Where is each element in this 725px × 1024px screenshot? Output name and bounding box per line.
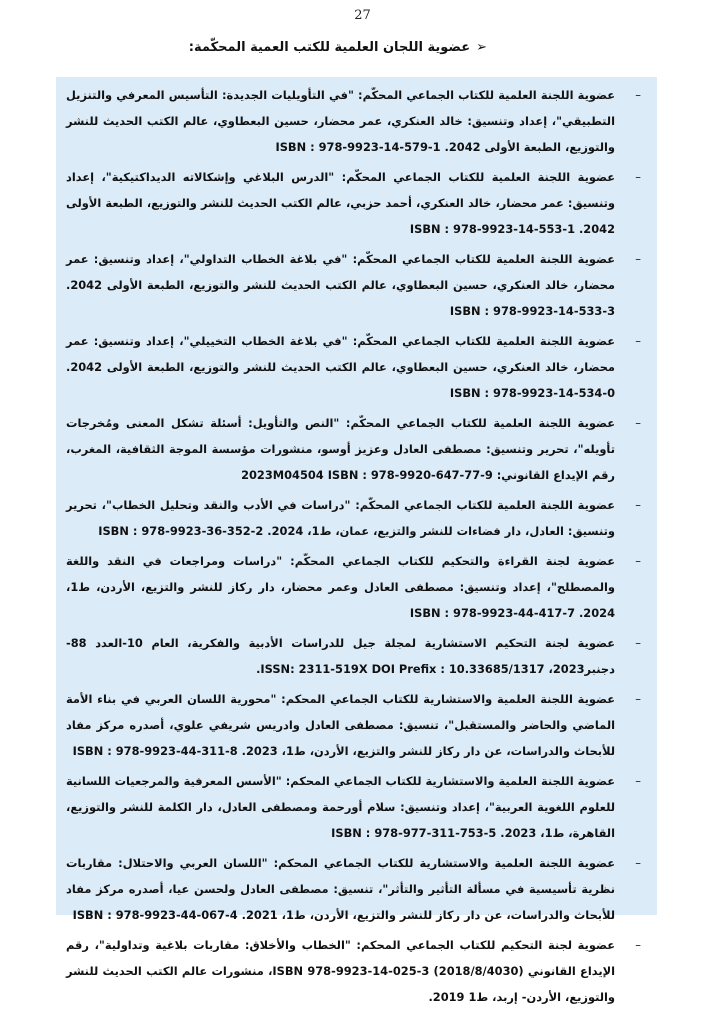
list-item [66,328,641,406]
section-heading [189,40,487,55]
section-heading-text: عضوية اللجان العلمية للكتب العمية المحكّمة: [188,40,471,55]
dash-bullet-icon: – [635,252,641,266]
page-number: 27 [354,8,371,23]
dash-bullet-icon: – [635,636,641,650]
list-item [66,850,641,928]
list-item-text: عضوية اللجنة العلمية للكتاب الجماعي المحكّم: "في بلاغة الخطاب التداولي"، إعداد وتنسيق: عمر محضار، خالد العنكري، حسين البعطاوي، عالم الكتب الحديث للنشر والتوزيع، الطبعة الأولى 2042. ISBN : 978-9923-14-533-3 [66,252,615,318]
list-item-text: عضوية اللجنة العلمية للكتاب الجماعي المحكّم: "النص والتأويل: أسئلة تشكل المعنى ومُخرجات تأويله"، تحرير وتنسيق: مصطفى العادل وعزيز أوسو، منشورات مؤسسة الموجة الثقافية، المغرب، رقم الإيداع القانوني: 2023M04504 ISBN : 978-9920-647-77-9 [66,416,615,482]
dash-bullet-icon: – [635,692,641,706]
list-item [66,246,641,324]
dash-bullet-icon: – [635,774,641,788]
entries-list [56,77,657,1004]
dash-bullet-icon: – [635,554,641,568]
dash-bullet-icon: – [635,416,641,430]
list-item-text: عضوية لجنة التحكيم الاستشارية لمجلة جيل للدراسات الأدبية والفكرية، العام 10-العدد 88- دجنبر2023، ISSN: 2311-519X DOI Prefix : 10.33685/1317. [66,636,615,676]
list-item-text: عضوية اللجنة العلمية للكتاب الجماعي المحكّم: "الدرس البلاغي وإشكالاته الديداكتيكية"، إعداد وتنسيق: عمر محضار، خالد العنكري، أحمد حزبي، عالم الكتب الحديث للنشر والتوزيع، الطبعة الأولى 2042. ISBN : 978-9923-14-553-1 [66,170,615,236]
dash-bullet-icon: – [635,856,641,870]
list-item-text: عضوية اللجنة العلمية للكتاب الجماعي المحكّم: "في التأويليات الجديدة: التأسيس المعرفي والتنزيل التطبيقي"، إعداد وتنسيق: خالد العنكري، عمر محضار، حسين البعطاوي، عالم الكتب الحديث للنشر والتوزيع، الطبعة الأولى 2042. ISBN : 978-9923-14-579-1 [66,88,615,154]
list-item [66,630,641,682]
list-item [66,492,641,544]
list-item-text: عضوية اللجنة العلمية للكتاب الجماعي المحكّم: "في بلاغة الخطاب التخييلي"، إعداد وتنسيق: عمر محضار، خالد العنكري، حسين البعطاوي، عالم الكتب الحديث للنشر والتوزيع، الطبعة الأولى 2042. ISBN : 978-9923-14-534-0 [66,334,615,400]
list-item-text: عضوية لجنة التحكيم للكتاب الجماعي المحكم: "الخطاب والأخلاق: مقاربات بلاغية وتداولية"، رقم الإيداع القانوني (2018/8/4030) ISBN 978-9923-14-025-3، منشورات عالم الكتب الحديث للنشر والتوزيع، الأردن- إربد، ط1 2019. [66,938,615,1004]
list-item [66,932,641,1010]
list-item [66,410,641,488]
list-item-text: عضوية اللجنة العلمية والاستشارية للكتاب الجماعي المحكم: "محورية اللسان العربي في بناء الأمة الماضي والحاضر والمستقبل"، تنسيق: مصطفى العادل وادريس شريفي علوي، أصدره مركز مفاد للأبحاث والدراسات، عن دار ركاز للنشر والتزيع، الأردن، ط1، 2023. ISBN : 978-9923-44-311-8 [66,692,615,758]
list-item-text: عضوية اللجنة العلمية والاستشارية للكتاب الجماعي المحكم: "اللسان العربي والاحتلال: مقاربات نظرية تأسيسية في مسألة التأثير والتأثر"، تنسيق: مصطفى العادل ولحسن عيا، أصدره مركز مفاد للأبحاث والدراسات، عن دار ركاز للنشر والتزيع، الأردن، ط1، 2021. ISBN : 978-9923-44-067-4 [66,856,615,922]
dash-bullet-icon: – [635,88,641,102]
list-item-text: عضوية لجنة القراءة والتحكيم للكتاب الجماعي المحكّم: "دراسات ومراجعات في النقد واللغة والمصطلح"، إعداد وتنسيق: مصطفى العادل وعمر محضار، دار ركاز للنشر والتزيع، الأردن، ط1، 2024. ISBN : 978-9923-44-417-7 [66,554,615,620]
dash-bullet-icon: – [635,170,641,184]
dash-bullet-icon: – [635,498,641,512]
list-item [66,164,641,242]
list-item-text: عضوية اللجنة العلمية والاستشارية للكتاب الجماعي المحكم: "الأسس المعرفية والمرجعيات اللسانية للعلوم اللغوية العربية"، إعداد وتنسيق: سلام أورحمة ومصطفى العادل، دار الكلمة للنشر والتوزيع، القاهرة، ط1، 2023. ISBN : 978-977-311-753-5 [66,774,615,840]
check-arrow-icon: ➢ [476,40,487,55]
list-item [66,82,641,160]
dash-bullet-icon: – [635,938,641,952]
list-item [66,548,641,626]
dash-bullet-icon: – [635,334,641,348]
list-item [66,686,641,764]
list-item [66,768,641,846]
list-item-text: عضوية اللجنة العلمية للكتاب الجماعي المحكّم: "دراسات في الأدب والنقد وتحليل الخطاب"، تحرير وتنسيق: العادل، دار فضاءات للنشر والتزيع، عمان، ط1، 2024. ISBN : 978-9923-36-352-2 [66,498,615,538]
